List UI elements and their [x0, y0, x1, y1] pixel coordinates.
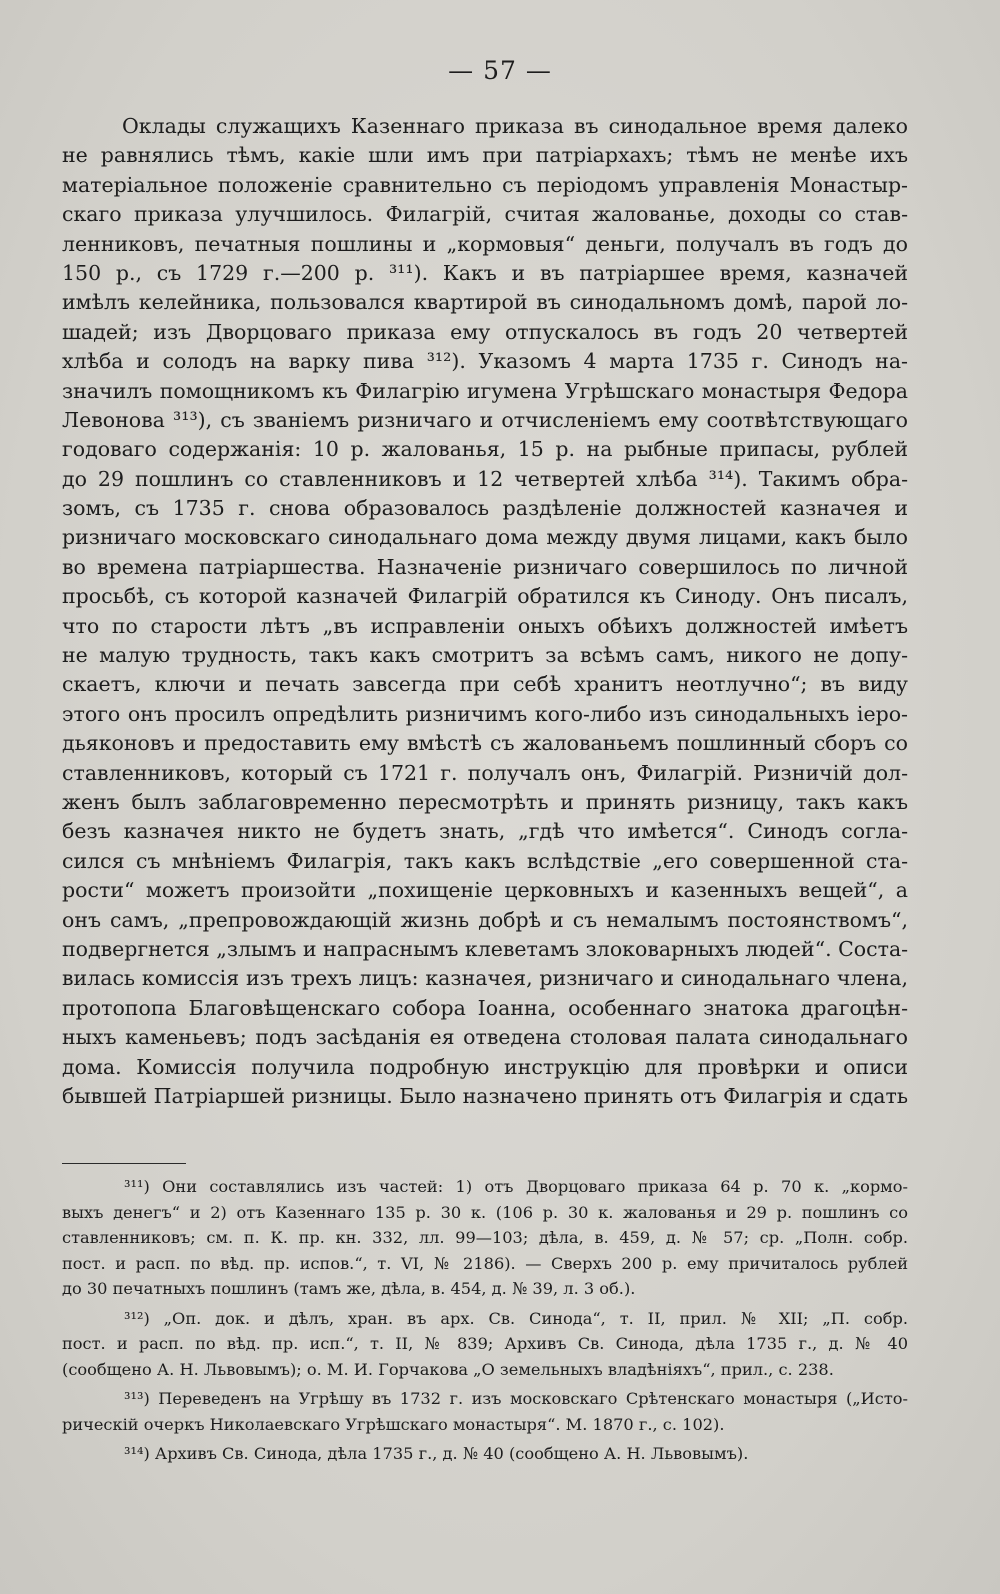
footnote-line: пост. и расп. по вѣд. пр. испов.“, т. VI, № 2186). — Сверхъ 200 р. ему причиталось рублей	[62, 1253, 908, 1273]
text-line: имѣлъ келейника, пользовался квартирой въ синодальномъ домѣ, парой ло-	[62, 290, 908, 315]
text-line: скаетъ, ключи и печать завсегда при себѣ хранитъ неотлучно“; въ виду	[62, 672, 908, 697]
text-line: ленниковъ, печатныя пошлины и „кормовыя“ деньги, получалъ въ годъ до	[62, 231, 908, 256]
text-line: рости“ можетъ произойти „похищеніе церковныхъ и казенныхъ вещей“, а	[62, 878, 908, 903]
footnote-line: ³¹³) Переведенъ на Угрѣшу въ 1732 г. изъ московскаго Срѣтенскаго монастыря („Исто-	[124, 1389, 908, 1408]
text-line: дома. Комиссія получила подробную инструкцію для провѣрки и описи	[62, 1054, 908, 1079]
text-line: дьяконовъ и предоставить ему вмѣстѣ съ жалованьемъ пошлинный сборъ со	[62, 731, 908, 756]
text-line: не малую трудность, такъ какъ смотритъ за всѣмъ самъ, никого не допу-	[62, 643, 908, 668]
footnote-line: ³¹²) „Оп. док. и дѣлъ, хран. въ арх. Св. Синода“, т. II, прил. № XII; „П. собр.	[124, 1308, 908, 1328]
text-line: шадей; изъ Дворцоваго приказа ему отпускалось въ годъ 20 четвертей	[62, 319, 908, 344]
footnote-line: рическій очеркъ Николаевскаго Угрѣшскаго монастыря“. М. 1870 г., с. 102).	[62, 1414, 725, 1434]
text-line: не равнялись тѣмъ, какіе шли имъ при патріархахъ; тѣмъ не менѣе ихъ	[62, 143, 908, 168]
text-line: ризничаго московскаго синодальнаго дома между двумя лицами, какъ было	[62, 525, 908, 550]
text-line: сился съ мнѣніемъ Филагрія, такъ какъ вслѣдствіе „его совершенной ста-	[62, 848, 908, 873]
footnote	[62, 1386, 908, 1437]
text-line: Левонова ³¹³), съ званіемъ ризничаго и отчисленіемъ ему соотвѣтствующаго	[62, 407, 908, 432]
text-line: просьбѣ, съ которой казначей Филагрій обратился къ Синоду. Онъ писалъ,	[62, 584, 908, 609]
footnote-line: ставленниковъ; см. п. К. пр. кн. 332, лл. 99—103; дѣла, в. 459, д. № 57; ср. „Полн. собр.	[62, 1228, 908, 1247]
footnote-line: (сообщено А. Н. Львовымъ); о. М. И. Горчакова „О земельныхъ владѣніяхъ“, прил., с. 238.	[62, 1359, 834, 1379]
footnote-line: ³¹¹) Они составлялись изъ частей: 1) отъ Дворцоваго приказа 64 р. 70 к. „кормо-	[124, 1177, 908, 1196]
text-line: бывшей Патріаршей ризницы. Было назначено принять отъ Филагрія и сдать	[62, 1083, 908, 1108]
text-line: скаго приказа улучшилось. Филагрій, считая жалованье, доходы со став-	[62, 202, 908, 227]
footnotes	[62, 1174, 908, 1467]
text-line: годоваго содержанія: 10 р. жалованья, 15 р. на рыбные припасы, рублей	[62, 437, 908, 462]
text-line: хлѣба и солодъ на варку пива ³¹²). Указомъ 4 марта 1735 г. Синодъ на-	[62, 349, 908, 374]
footnote-line: пост. и расп. по вѣд. пр. исп.“, т. II, № 839; Архивъ Св. Синода, дѣла 1735 г., д. № 40	[62, 1334, 908, 1353]
page-number: — 57 —	[448, 56, 552, 85]
text-line: этого онъ просилъ опредѣлить ризничимъ кого-либо изъ синодальныхъ іеро-	[62, 701, 908, 726]
footnote-line: до 30 печатныхъ пошлинъ (тамъ же, дѣла, в. 454, д. № 39, л. 3 об.).	[62, 1279, 636, 1298]
main-text	[62, 112, 908, 1111]
footnote	[62, 1174, 908, 1302]
text-line: ныхъ каменьевъ; подъ засѣданія ея отведена столовая палата синодальнаго	[62, 1025, 908, 1050]
text-line: женъ былъ заблаговременно пересмотрѣть и принять ризницу, такъ какъ	[62, 789, 908, 814]
text-line: протопопа Благовѣщенскаго собора Іоанна, особеннаго знатока драгоцѣн-	[62, 995, 908, 1020]
text-line: Оклады служащихъ Казеннаго приказа въ синодальное время далеко	[122, 114, 908, 138]
text-line: онъ самъ, „препровождающій жизнь добрѣ и съ немалымъ постоянствомъ“,	[62, 907, 908, 932]
text-line: ставленниковъ, который съ 1721 г. получалъ онъ, Филагрій. Ризничій дол-	[62, 760, 908, 785]
text-line: значилъ помощникомъ къ Филагрію игумена Угрѣшскаго монастыря Федора	[62, 378, 908, 403]
footnote-line: выхъ денегъ“ и 2) отъ Казеннаго 135 р. 30 к. (106 р. 30 к. жалованья и 29 р. пошлинъ со	[62, 1202, 908, 1222]
footnote-rule	[62, 1163, 186, 1164]
text-line: до 29 пошлинъ со ставленниковъ и 12 четвертей хлѣба ³¹⁴). Такимъ обра-	[62, 466, 908, 491]
footnote	[62, 1441, 908, 1467]
text-line: зомъ, съ 1735 г. снова образовалось раздѣленіе должностей казначея и	[62, 496, 908, 521]
text-line: что по старости лѣтъ „въ исправленіи оныхъ обѣихъ должностей имѣетъ	[62, 613, 908, 638]
text-line: безъ казначея никто не будетъ знать, „гдѣ что имѣется“. Синодъ согла-	[62, 819, 908, 844]
text-line: вилась комиссія изъ трехъ лицъ: казначея, ризничаго и синодальнаго члена,	[62, 966, 908, 991]
text-line: матеріальное положеніе сравнительно съ періодомъ управленія Монастыр-	[62, 172, 908, 197]
text-line: во времена патріаршества. Назначеніе ризничаго совершилось по личной	[62, 554, 908, 579]
text-line: подвергнется „злымъ и напраснымъ клеветамъ злоковарныхъ людей“. Соста-	[62, 936, 908, 961]
footnote	[62, 1306, 908, 1383]
footnote-line: ³¹⁴) Архивъ Св. Синода, дѣла 1735 г., д. № 40 (сообщено А. Н. Львовымъ).	[124, 1444, 749, 1463]
text-line: 150 р., съ 1729 г.—200 р. ³¹¹). Какъ и въ патріаршее время, казначей	[62, 260, 908, 285]
